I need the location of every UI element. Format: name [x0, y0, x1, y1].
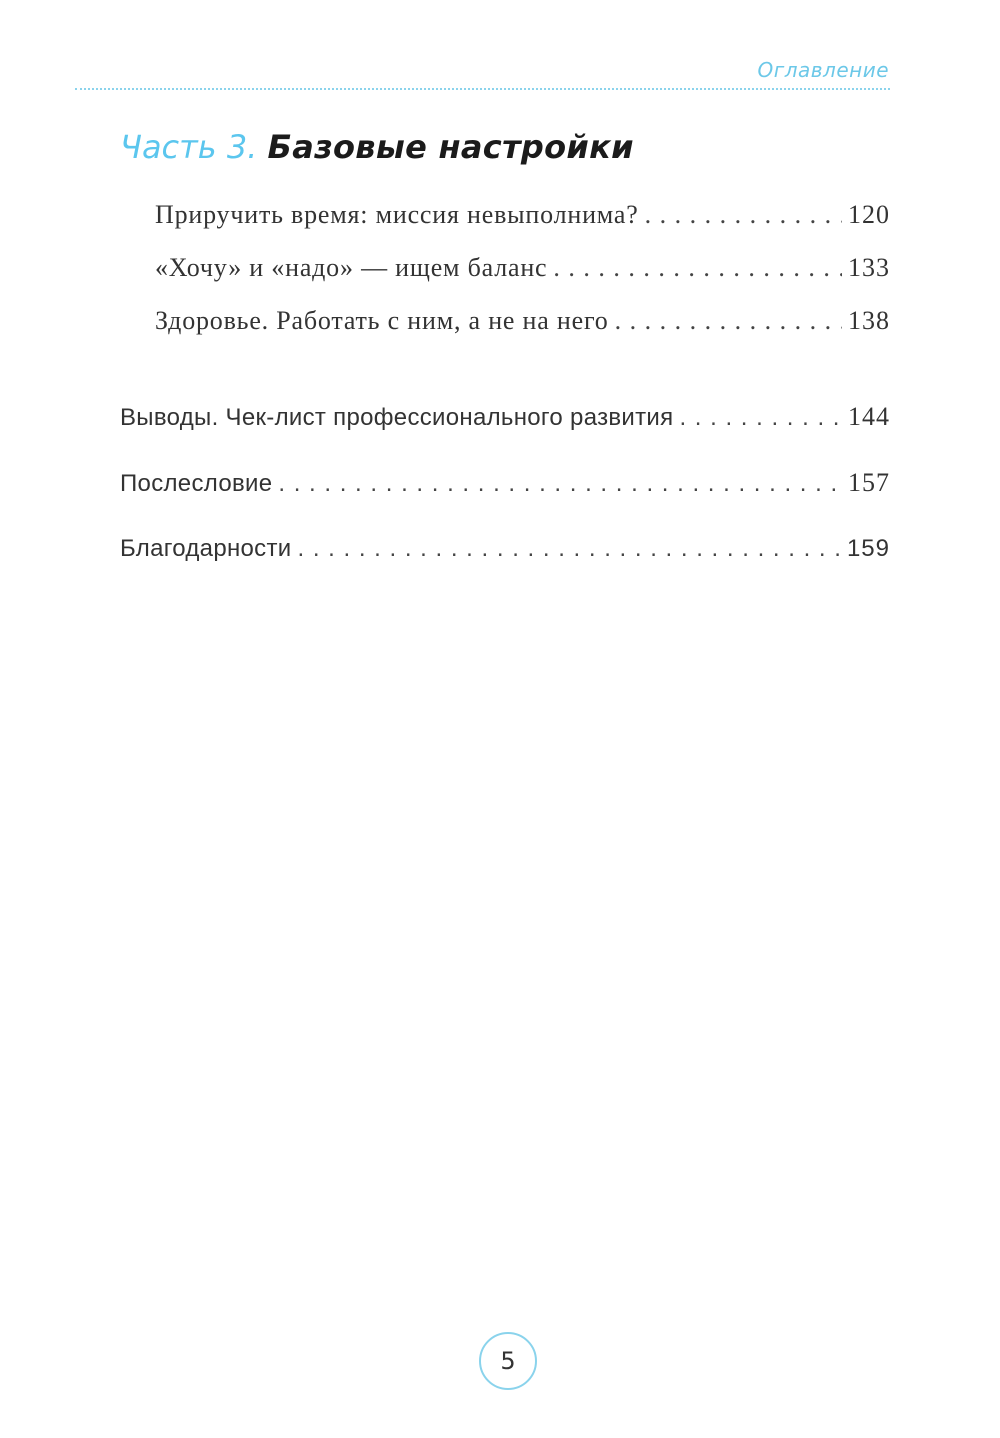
- toc-entry-page: 133: [848, 253, 890, 282]
- toc-entry-page: 157: [848, 468, 890, 497]
- page-number: 5: [500, 1347, 516, 1375]
- toc-entry-page: 159: [846, 535, 890, 562]
- toc-entry-conclusions[interactable]: [120, 402, 890, 432]
- part-title: Базовые настройки: [267, 128, 634, 166]
- toc-entry-page: 138: [848, 306, 890, 335]
- running-head: Оглавление: [757, 58, 889, 82]
- toc-entry-title: Выводы. Чек-лист профессионального развития: [120, 404, 674, 431]
- toc-entry-title: Приручить время: миссия невыполнима?: [155, 200, 639, 229]
- part-heading: [120, 124, 634, 170]
- toc-entry-title: Послесловие: [120, 470, 273, 497]
- toc-entry-afterword[interactable]: [120, 468, 890, 498]
- part-label: Часть 3.: [120, 128, 258, 166]
- dot-leader: [679, 404, 842, 432]
- toc-entry-title: Благодарности: [120, 535, 292, 562]
- dot-leader: [278, 470, 842, 498]
- dot-leader: [645, 200, 842, 230]
- header-rule: [75, 88, 890, 90]
- toc-entry-time[interactable]: [155, 200, 890, 230]
- dot-leader: [615, 306, 842, 336]
- page-number-badge: [479, 1332, 537, 1390]
- toc-entry-title: «Хочу» и «надо» — ищем баланс: [155, 253, 548, 282]
- toc-entry-title: Здоровье. Работать с ним, а не на него: [155, 306, 609, 335]
- dot-leader: [297, 535, 840, 563]
- dot-leader: [553, 253, 842, 283]
- toc-entry-acknowledgements[interactable]: [120, 535, 890, 563]
- toc-entry-page: 144: [848, 402, 890, 431]
- toc-entry-balance[interactable]: [155, 253, 890, 283]
- toc-entry-page: 120: [848, 200, 890, 229]
- toc-entry-health[interactable]: [155, 306, 890, 336]
